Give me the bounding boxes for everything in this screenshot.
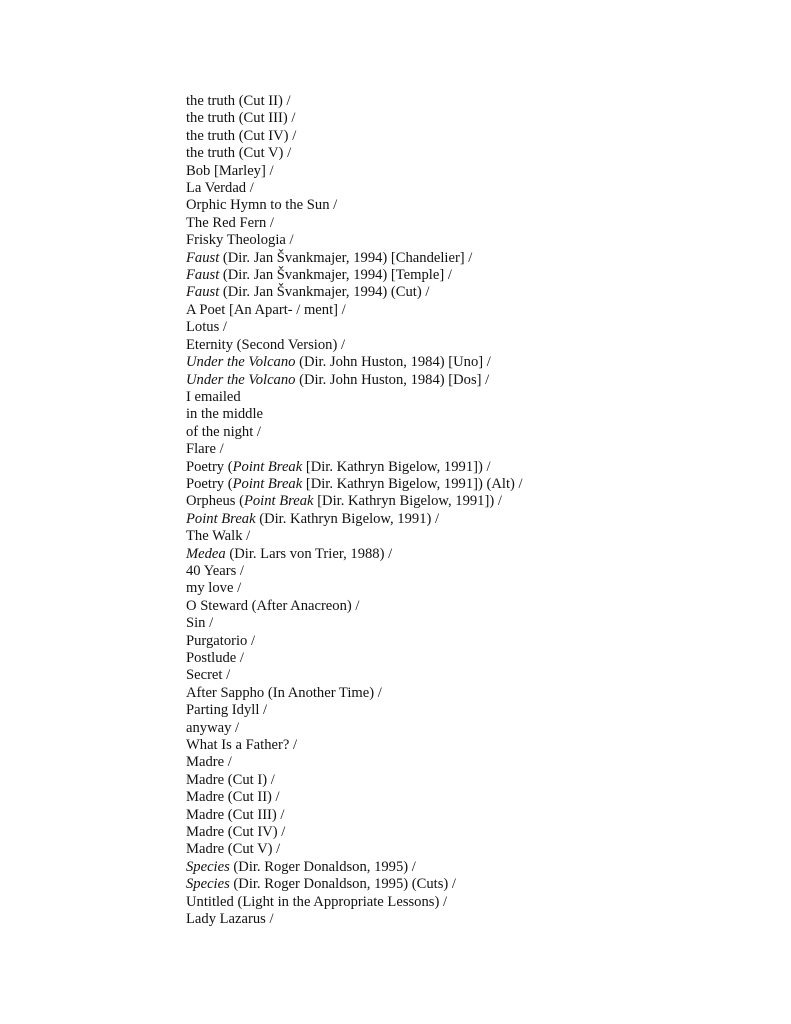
contents-entry	[186, 372, 523, 389]
contents-entry	[186, 441, 523, 458]
entry-title-italic: Point Break	[232, 475, 303, 492]
entry-text: Flare /	[186, 441, 224, 458]
entry-title-italic: Point Break	[232, 458, 303, 475]
entry-title-italic: Faust	[186, 284, 220, 301]
contents-entry	[186, 580, 523, 597]
entry-text: Madre (Cut III) /	[186, 806, 285, 823]
entry-text: Sin /	[186, 615, 214, 632]
contents-entry	[186, 267, 523, 284]
entry-text: Poetry (	[186, 458, 233, 475]
entry-text: (Dir. Kathryn Bigelow, 1991) /	[255, 510, 440, 527]
entry-text: Madre (Cut I) /	[186, 771, 275, 788]
contents-entry	[186, 110, 523, 127]
contents-entry	[186, 650, 523, 667]
entry-text: (Dir. John Huston, 1984) [Dos] /	[295, 371, 490, 388]
entry-text: (Dir. Jan Švankmajer, 1994) (Cut) /	[219, 284, 430, 301]
contents-entry	[186, 250, 523, 267]
entry-title-italic: Under the Volcano	[186, 371, 296, 388]
entry-text: O Steward (After Anacreon) /	[186, 597, 360, 614]
entry-title-italic: Faust	[186, 267, 220, 284]
entry-text: I emailed	[186, 388, 241, 405]
contents-entry	[186, 789, 523, 806]
entry-title-italic: Faust	[186, 249, 220, 266]
contents-entry	[186, 511, 523, 528]
contents-entry	[186, 145, 523, 162]
contents-entry	[186, 615, 523, 632]
entry-text: Purgatorio /	[186, 632, 256, 649]
contents-entry	[186, 459, 523, 476]
entry-text: in the middle	[186, 406, 264, 423]
contents-entry	[186, 319, 523, 336]
entry-text: Orphic Hymn to the Sun /	[186, 197, 338, 214]
contents-entry	[186, 528, 523, 545]
contents-entry	[186, 772, 523, 789]
entry-text: (Dir. Jan Švankmajer, 1994) [Temple] /	[219, 267, 452, 284]
contents-entry	[186, 633, 523, 650]
entry-text: [Dir. Kathryn Bigelow, 1991]) (Alt) /	[302, 475, 523, 492]
entry-text: [Dir. Kathryn Bigelow, 1991]) /	[302, 458, 491, 475]
contents-entry	[186, 93, 523, 110]
entry-text: Madre (Cut IV) /	[186, 824, 286, 841]
entry-text: (Dir. John Huston, 1984) [Uno] /	[295, 354, 491, 371]
entry-text: Poetry (	[186, 475, 233, 492]
contents-entry	[186, 876, 523, 893]
contents-entry	[186, 337, 523, 354]
contents-entry	[186, 702, 523, 719]
entry-text: 40 Years /	[186, 562, 244, 579]
entry-text: The Red Fern /	[186, 214, 274, 231]
entry-text: What Is a Father? /	[186, 737, 298, 754]
entry-text: After Sappho (In Another Time) /	[186, 684, 382, 701]
entry-text: Eternity (Second Version) /	[186, 336, 346, 353]
contents-entry	[186, 911, 523, 928]
contents-entry	[186, 841, 523, 858]
entry-title-italic: Point Break	[243, 493, 314, 510]
entry-text: Postlude /	[186, 650, 244, 666]
entry-text: (Dir. Roger Donaldson, 1995) (Cuts) /	[229, 876, 456, 893]
contents-entry	[186, 406, 523, 423]
contents-entry	[186, 163, 523, 180]
contents-list	[186, 93, 523, 929]
contents-entry	[186, 215, 523, 232]
contents-entry	[186, 754, 523, 771]
contents-entry	[186, 424, 523, 441]
contents-entry	[186, 546, 523, 563]
entry-text: Bob [Marley] /	[186, 162, 274, 179]
entry-title-italic: Species	[186, 858, 230, 875]
entry-text: [Dir. Kathryn Bigelow, 1991]) /	[313, 493, 502, 510]
entry-text: Untitled (Light in the Appropriate Lessons) /	[186, 893, 448, 910]
contents-entry	[186, 389, 523, 406]
entry-text: Frisky Theologia /	[186, 232, 294, 249]
entry-text: (Dir. Jan Švankmajer, 1994) [Chandelier] /	[219, 249, 473, 266]
entry-text: The Walk /	[186, 528, 251, 545]
entry-text: (Dir. Lars von Trier, 1988) /	[225, 545, 393, 562]
entry-text: my love /	[186, 580, 242, 597]
contents-entry	[186, 720, 523, 737]
entry-text: the truth (Cut V) /	[186, 145, 292, 162]
contents-entry	[186, 284, 523, 301]
contents-entry	[186, 354, 523, 371]
contents-entry	[186, 302, 523, 319]
entry-text: the truth (Cut II) /	[186, 93, 291, 109]
entry-text: Madre (Cut V) /	[186, 841, 281, 858]
contents-entry	[186, 824, 523, 841]
contents-entry	[186, 476, 523, 493]
contents-entry	[186, 128, 523, 145]
contents-entry	[186, 737, 523, 754]
entry-text: Orpheus (	[186, 493, 244, 510]
contents-entry	[186, 598, 523, 615]
entry-text: Lady Lazarus /	[186, 911, 274, 928]
contents-entry	[186, 685, 523, 702]
entry-text: (Dir. Roger Donaldson, 1995) /	[229, 858, 416, 875]
entry-text: of the night /	[186, 423, 261, 440]
entry-text: the truth (Cut III) /	[186, 110, 296, 127]
entry-text: Lotus /	[186, 319, 227, 336]
entry-title-italic: Species	[186, 876, 230, 893]
contents-entry	[186, 232, 523, 249]
entry-text: Madre /	[186, 754, 232, 771]
contents-entry	[186, 180, 523, 197]
entry-text: Madre (Cut II) /	[186, 789, 280, 806]
entry-text: A Poet [An Apart- / ment] /	[186, 301, 346, 318]
entry-text: Parting Idyll /	[186, 702, 268, 719]
entry-title-italic: Under the Volcano	[186, 354, 296, 371]
entry-text: the truth (Cut IV) /	[186, 127, 297, 144]
entry-text: anyway /	[186, 719, 240, 736]
contents-entry	[186, 859, 523, 876]
entry-title-italic: Point Break	[186, 510, 256, 527]
entry-text: Secret /	[186, 667, 231, 684]
entry-title-italic: Medea	[186, 545, 226, 562]
contents-entry	[186, 807, 523, 824]
entry-text: La Verdad /	[186, 180, 254, 197]
contents-entry	[186, 667, 523, 684]
contents-entry	[186, 563, 523, 580]
contents-entry	[186, 197, 523, 214]
contents-entry	[186, 894, 523, 911]
contents-entry	[186, 493, 523, 510]
